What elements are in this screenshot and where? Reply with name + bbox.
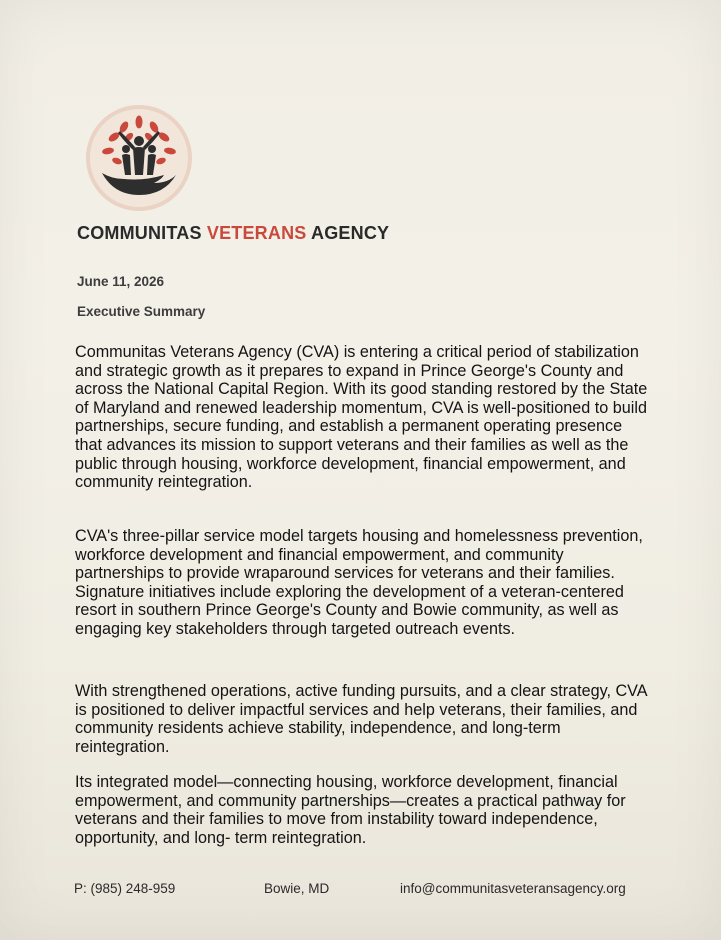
- hands-tree-logo-icon: [84, 103, 194, 213]
- paragraph-1: Communitas Veterans Agency (CVA) is entering a critical period of stabilization and strategic growth as it prepares to expand in Prince George's County and across the National Capital Region. With its good standing restored by the State of Maryland and renewed leadership momentum, CVA is well-positioned to build partnerships, secure funding, and establish a permanent operating presence that advances its mission to support veterans and their families as well as the public through housing, workforce development, financial empowerment, and community reintegration.: [75, 343, 648, 492]
- paragraph-4: Its integrated model—connecting housing, workforce development, financial empowerment, and community partnerships—creates a practical pathway for veterans and their families to move from instability toward independence, opportunity, and long- term reintegration.: [75, 773, 626, 847]
- org-name-part1: COMMUNITAS: [77, 223, 207, 243]
- organization-name: [77, 223, 389, 244]
- footer-city: Bowie, MD: [264, 881, 330, 896]
- section-title: Executive Summary: [77, 304, 206, 319]
- paragraph-3: With strengthened operations, active funding pursuits, and a clear strategy, CVA is positioned to deliver impactful services and help veterans, their families, and community residents achieve stability, independence, and long-term reintegration.: [75, 682, 647, 756]
- footer-phone: P: (985) 248-959: [74, 881, 176, 896]
- org-name-part3: AGENCY: [306, 223, 390, 243]
- document-date: June 11, 2026: [77, 274, 165, 289]
- footer-email-link[interactable]: info@communitasveteransagency.org: [400, 881, 626, 896]
- org-name-accent: VETERANS: [206, 223, 307, 243]
- paragraph-2: CVA's three-pillar service model targets housing and homelessness prevention, workforce development and financial empowerment, and community partnerships to provide wraparound services for veterans and their families. Signature initiatives include exploring the development of a veteran-centered resort in southern Prince George's County and Bowie community, as well as engaging key stakeholders through targeted outreach events.: [75, 527, 643, 638]
